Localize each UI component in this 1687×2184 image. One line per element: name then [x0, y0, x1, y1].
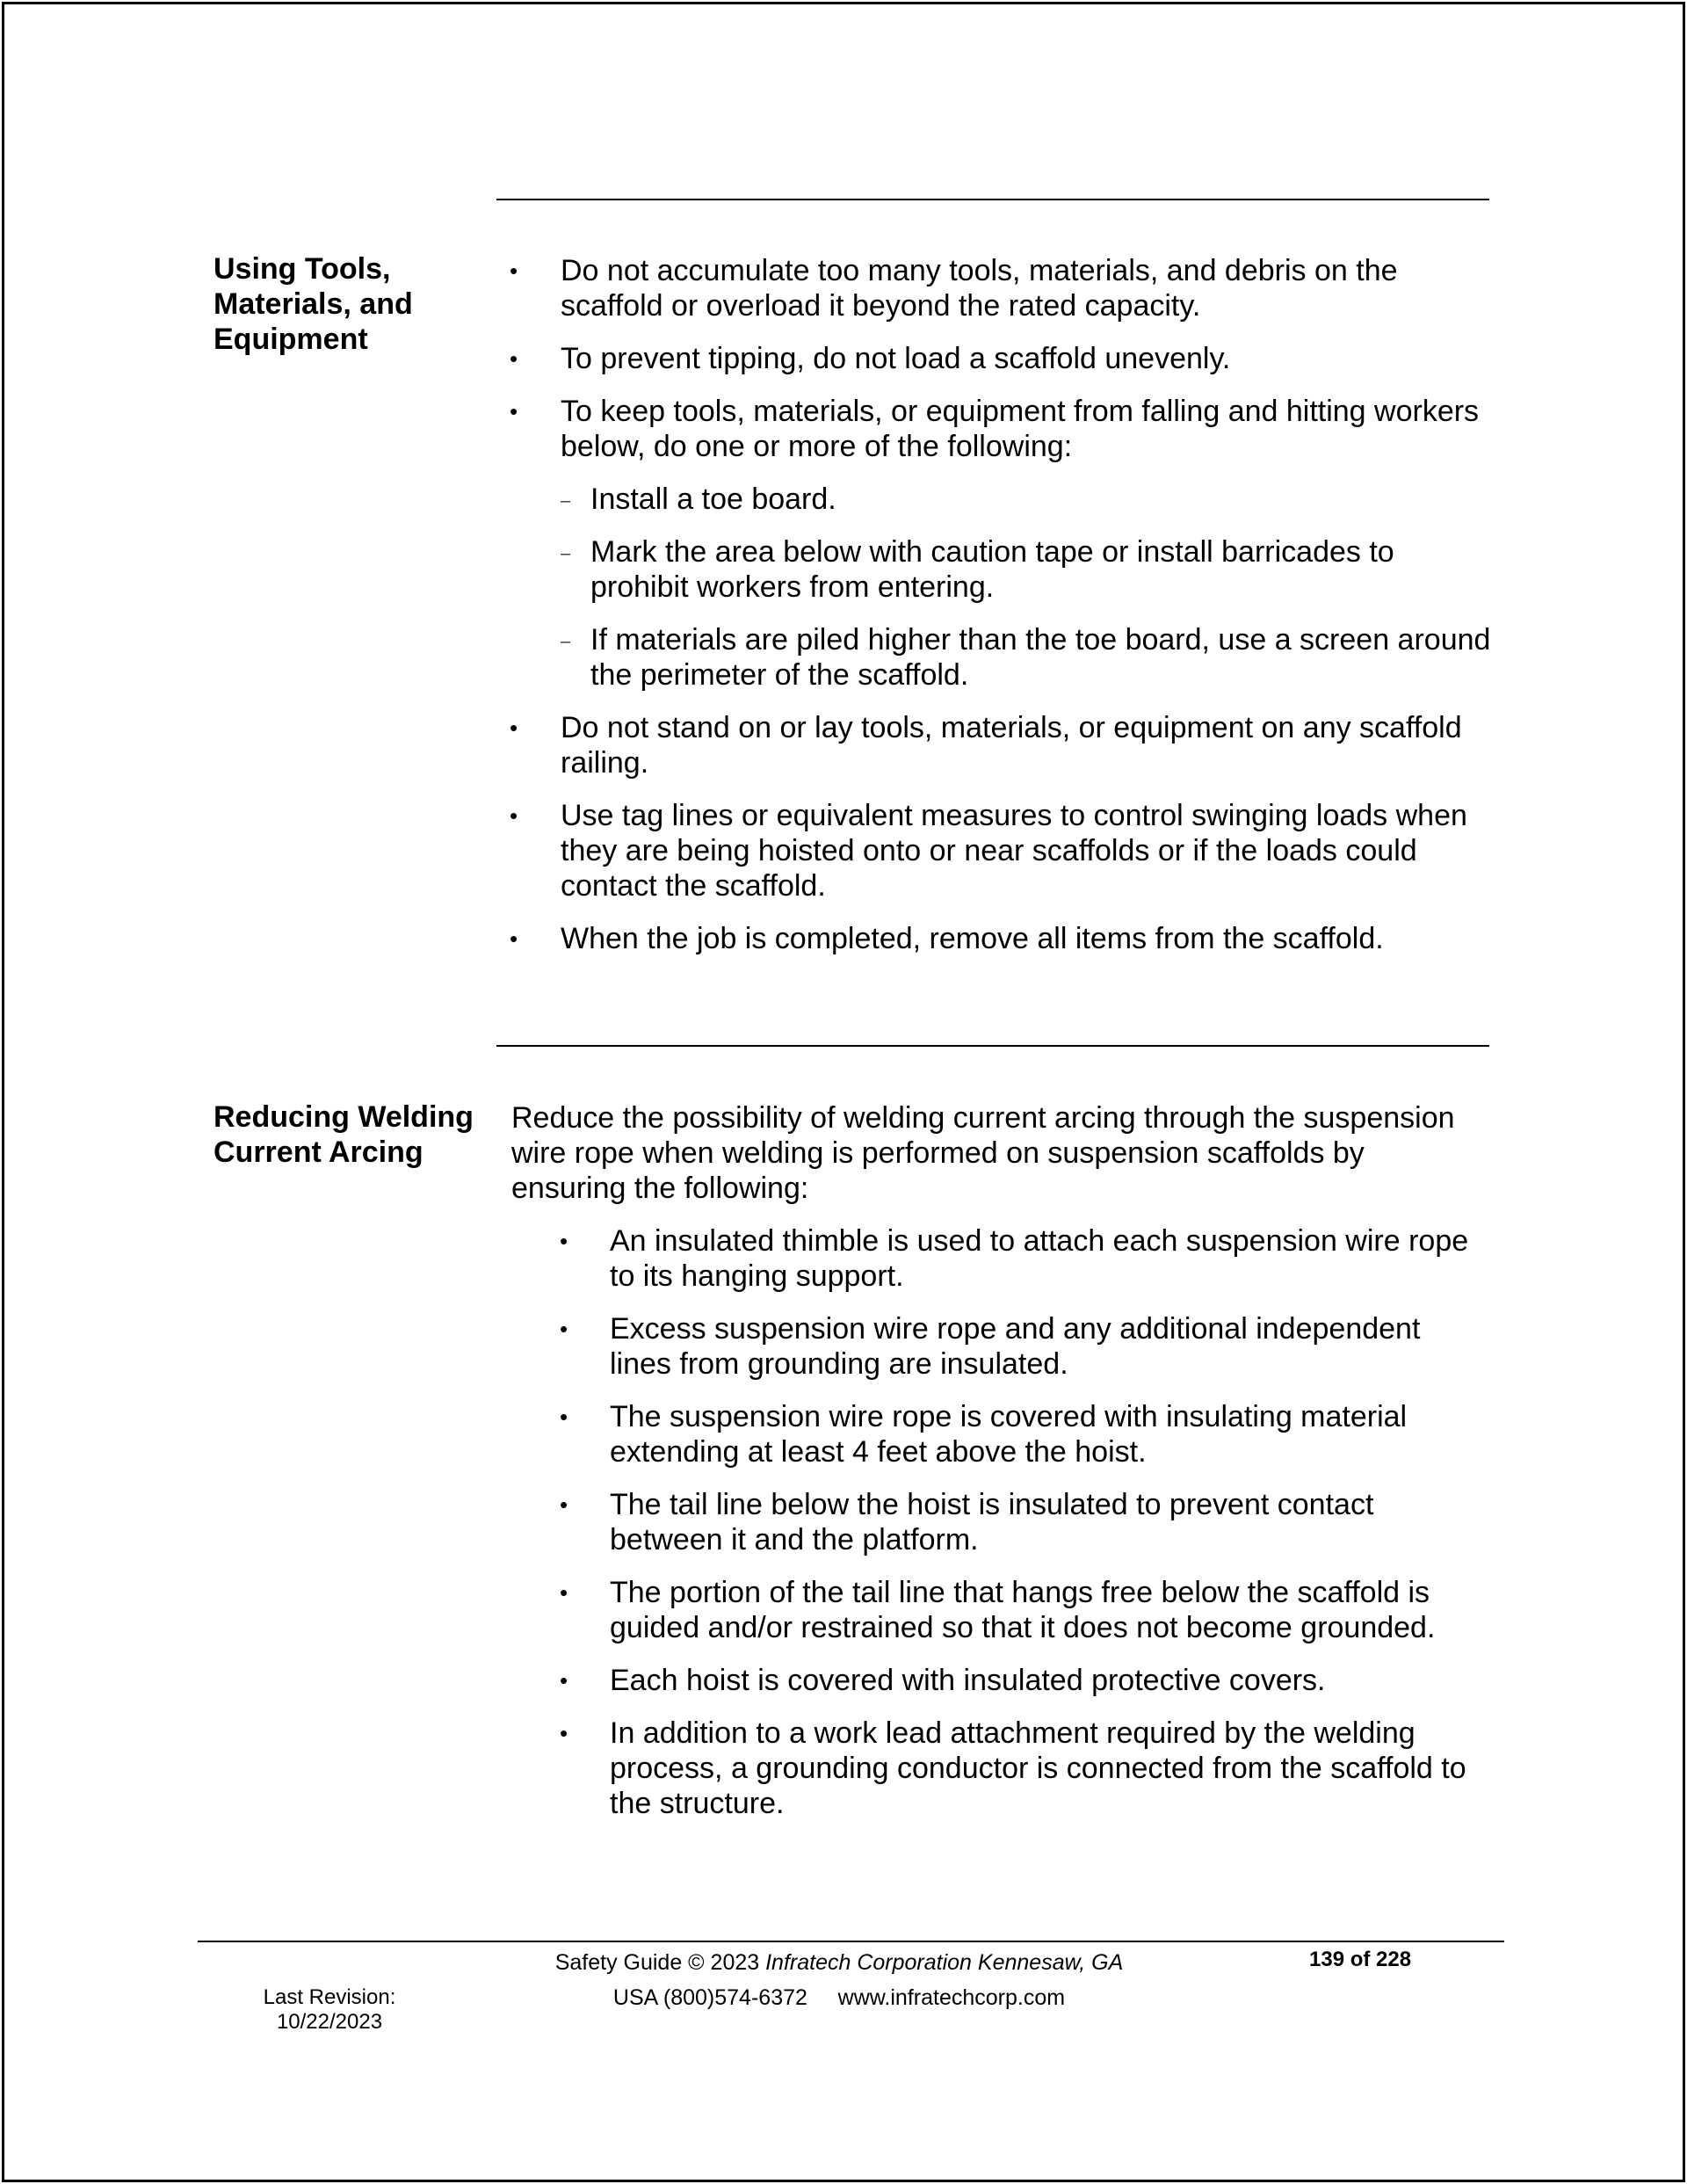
section-body-welding: [511, 1100, 1487, 1839]
list-item-text: Do not accumulate too many tools, materials, and debris on the scaffold or overload it beyond the rated capacity.: [561, 254, 1398, 323]
bullet-icon: •: [560, 1491, 568, 1518]
bullet-icon: •: [510, 398, 518, 424]
list-item: [510, 253, 1494, 323]
sub-list-item: [561, 482, 1494, 517]
list-item: [511, 1399, 1487, 1469]
section-heading-tools: Using Tools, Materials, and Equipment: [214, 252, 413, 356]
bullet-icon: •: [560, 1228, 568, 1254]
footer-contact: USA (800)574-6372 www.infratechcorp.com: [612, 1985, 1066, 2010]
list-item-text: When the job is completed, remove all items from the scaffold.: [561, 922, 1384, 955]
list-item: [511, 1663, 1487, 1698]
list-item-text: In addition to a work lead attachment required by the welding process, a grounding conductor is connected from the scaffold to the structure.: [610, 1716, 1466, 1820]
list-item: [510, 710, 1494, 780]
sub-list-item-text: Mark the area below with caution tape or install barricades to prohibit workers from entering.: [590, 535, 1394, 604]
section-divider-top: [496, 199, 1489, 200]
list-item: [511, 1487, 1487, 1557]
footer-title-prefix: Safety Guide © 2023: [554, 1950, 766, 1975]
footer-company: Infratech Corporation Kennesaw, GA: [765, 1950, 1124, 1975]
bullet-list-tools: [510, 253, 1494, 956]
list-item: [510, 394, 1494, 693]
dash-icon: –: [561, 544, 571, 563]
bullet-icon: •: [510, 715, 518, 741]
bullet-icon: •: [560, 1720, 568, 1746]
list-item-text: Each hoist is covered with insulated protective covers.: [610, 1664, 1326, 1697]
list-item-text: The suspension wire rope is covered with insulating material extending at least 4 feet above the hoist.: [610, 1400, 1408, 1469]
list-item-text: Excess suspension wire rope and any additional independent lines from grounding are insulated.: [610, 1312, 1421, 1381]
bullet-icon: •: [510, 345, 518, 372]
list-item-text: The portion of the tail line that hangs free below the scaffold is guided and/or restrained so that it does not become grounded.: [610, 1576, 1436, 1644]
section-divider-middle: [496, 1045, 1489, 1047]
last-revision: [224, 1985, 435, 2035]
dash-icon: –: [561, 491, 571, 511]
revision-date: 10/22/2023: [276, 2010, 383, 2034]
list-item-text: The tail line below the hoist is insulated to prevent contact between it and the platform.: [610, 1488, 1374, 1556]
list-item-text: To prevent tipping, do not load a scaffold unevenly.: [561, 342, 1231, 375]
bullet-icon: •: [560, 1579, 568, 1606]
list-item: [510, 341, 1494, 376]
list-item: [511, 1223, 1487, 1294]
sub-bullet-list: [561, 482, 1494, 693]
list-item-text: Do not stand on or lay tools, materials, or equipment on any scaffold railing.: [561, 711, 1462, 780]
list-item: [510, 798, 1494, 903]
list-item-text: To keep tools, materials, or equipment from falling and hitting workers below, do one or more of the following:: [561, 395, 1480, 463]
list-item-text: Use tag lines or equivalent measures to control swinging loads when they are being hoisted onto or near scaffolds or if the loads could contact the scaffold.: [561, 799, 1467, 903]
bullet-icon: •: [560, 1404, 568, 1430]
footer-divider: [198, 1941, 1504, 1942]
sub-list-item: [561, 622, 1494, 693]
section-intro-text: Reduce the possibility of welding current arcing through the suspension wire rope when welding is performed on suspension scaffolds by ensuring the following:: [511, 1101, 1455, 1205]
sub-list-item-text: Install a toe board.: [590, 483, 836, 516]
bullet-icon: •: [510, 258, 518, 284]
revision-label: Last Revision:: [263, 1985, 396, 2009]
footer-title: [439, 1949, 1239, 1976]
sub-list-item-text: If materials are piled higher than the toe board, use a screen around the perimeter of the scaffold.: [590, 623, 1491, 692]
list-item-text: An insulated thimble is used to attach each suspension wire rope to its hanging support.: [610, 1224, 1469, 1293]
list-item: [511, 1311, 1487, 1382]
bullet-icon: •: [560, 1667, 568, 1694]
bullet-icon: •: [560, 1316, 568, 1342]
bullet-icon: •: [510, 925, 518, 952]
page-number: 139 of 228: [1309, 1948, 1412, 1971]
bullet-icon: •: [510, 802, 518, 829]
section-body-tools: [510, 253, 1494, 974]
sub-list-item: [561, 534, 1494, 605]
bullet-list-welding: [511, 1223, 1487, 1821]
dash-icon: –: [561, 632, 571, 651]
list-item: [511, 1716, 1487, 1821]
list-item: [511, 1575, 1487, 1645]
list-item: [510, 921, 1494, 956]
section-heading-welding: Reducing Welding Current Arcing: [214, 1100, 474, 1169]
